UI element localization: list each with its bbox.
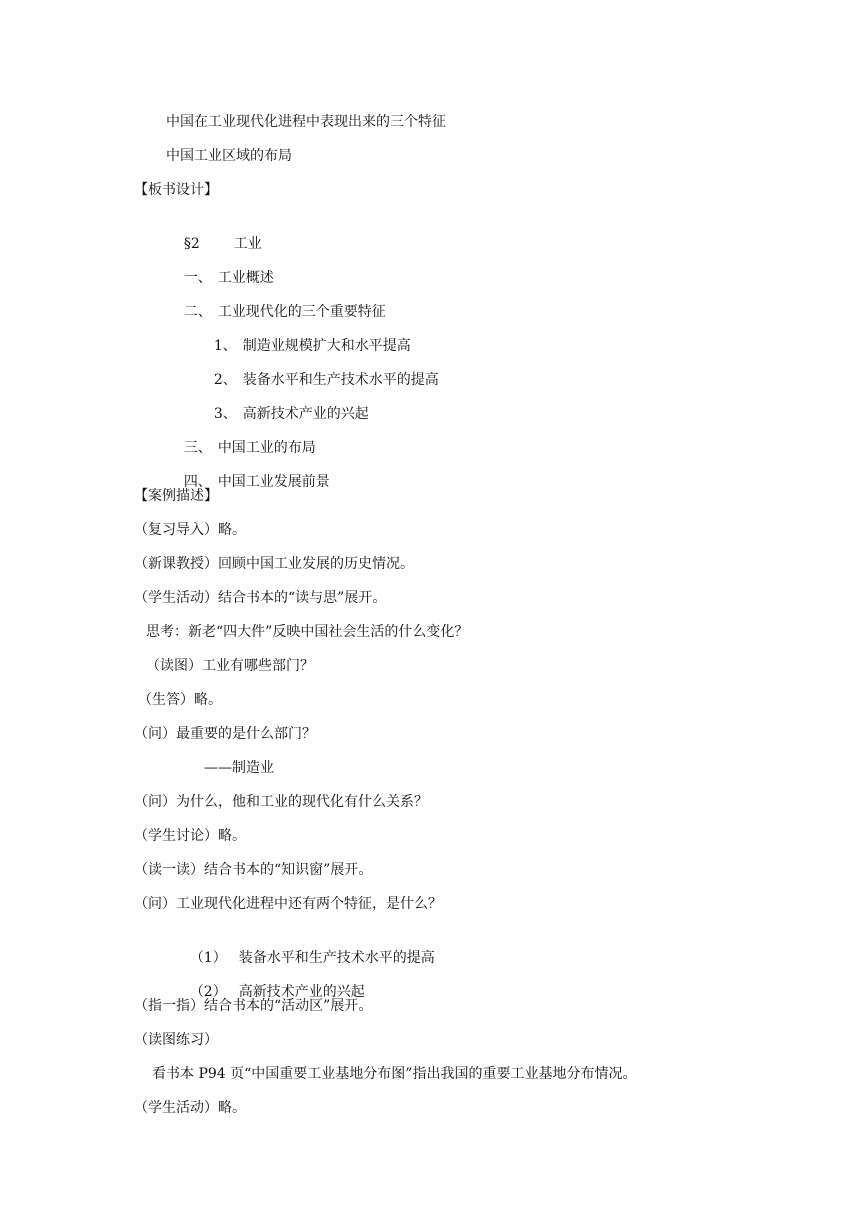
text-line: （指一指）结合书本的“活动区”展开。 xyxy=(134,998,373,1014)
text-line: （读一读）结合书本的“知识窗”展开。 xyxy=(134,862,373,878)
outline-number: 四、 xyxy=(183,474,212,490)
outline-text: 中国工业发展前景 xyxy=(217,474,330,490)
section-heading-blackboard-design: 【板书设计】 xyxy=(134,182,218,198)
item-number: （2） xyxy=(189,984,227,1000)
item-number: （1） xyxy=(189,950,227,966)
text-line: 思考：新老“四大件”反映中国社会生活的什么变化？ xyxy=(146,624,469,640)
outline-number: 3、 xyxy=(213,406,237,422)
text-line: （复习导入）略。 xyxy=(134,522,246,538)
text-line: （问）最重要的是什么部门？ xyxy=(134,726,316,742)
text-line: ——制造业 xyxy=(204,760,274,776)
text-line: （学生活动）结合书本的“读与思”展开。 xyxy=(134,590,387,606)
outline-number: 一、 xyxy=(183,270,212,286)
text-line: （新课教授）回顾中国工业发展的历史情况。 xyxy=(134,556,414,572)
section-number: §2 xyxy=(183,236,200,252)
item-text: 装备水平和生产技术水平的提高 xyxy=(238,950,435,966)
text-line: （学生讨论）略。 xyxy=(134,828,246,844)
text-line: （学生活动）略。 xyxy=(134,1100,246,1116)
text-line: （问）为什么，他和工业的现代化有什么关系？ xyxy=(134,794,428,810)
outline-number: 1、 xyxy=(213,338,237,354)
outline-number: 2、 xyxy=(213,372,237,388)
text-line: （读图）工业有哪些部门？ xyxy=(146,658,314,674)
outline-text: 工业概述 xyxy=(217,270,274,286)
text-line: （读图练习） xyxy=(134,1032,218,1048)
text-line: 看书本 P94 页“中国重要工业基地分布图”指出我国的重要工业基地分布情况。 xyxy=(152,1066,637,1082)
outline-number: 二、 xyxy=(183,304,212,320)
section-heading-case-description: 【案例描述】 xyxy=(134,488,218,504)
text-line: （生答）略。 xyxy=(138,692,222,708)
outline-number: 三、 xyxy=(183,440,212,456)
lesson-title-text: 工业 xyxy=(233,236,262,252)
text-line: （问）工业现代化进程中还有两个特征，是什么？ xyxy=(134,896,442,912)
text-line: 中国工业区域的布局 xyxy=(166,148,292,164)
outline-text: 制造业规模扩大和水平提高 xyxy=(242,338,411,354)
outline-text: 工业现代化的三个重要特征 xyxy=(217,304,386,320)
outline-text: 中国工业的布局 xyxy=(217,440,316,456)
outline-text: 装备水平和生产技术水平的提高 xyxy=(242,372,439,388)
text-line: 中国在工业现代化进程中表现出来的三个特征 xyxy=(166,114,446,130)
item-text: 高新技术产业的兴起 xyxy=(238,984,365,1000)
outline-text: 高新技术产业的兴起 xyxy=(242,406,369,422)
